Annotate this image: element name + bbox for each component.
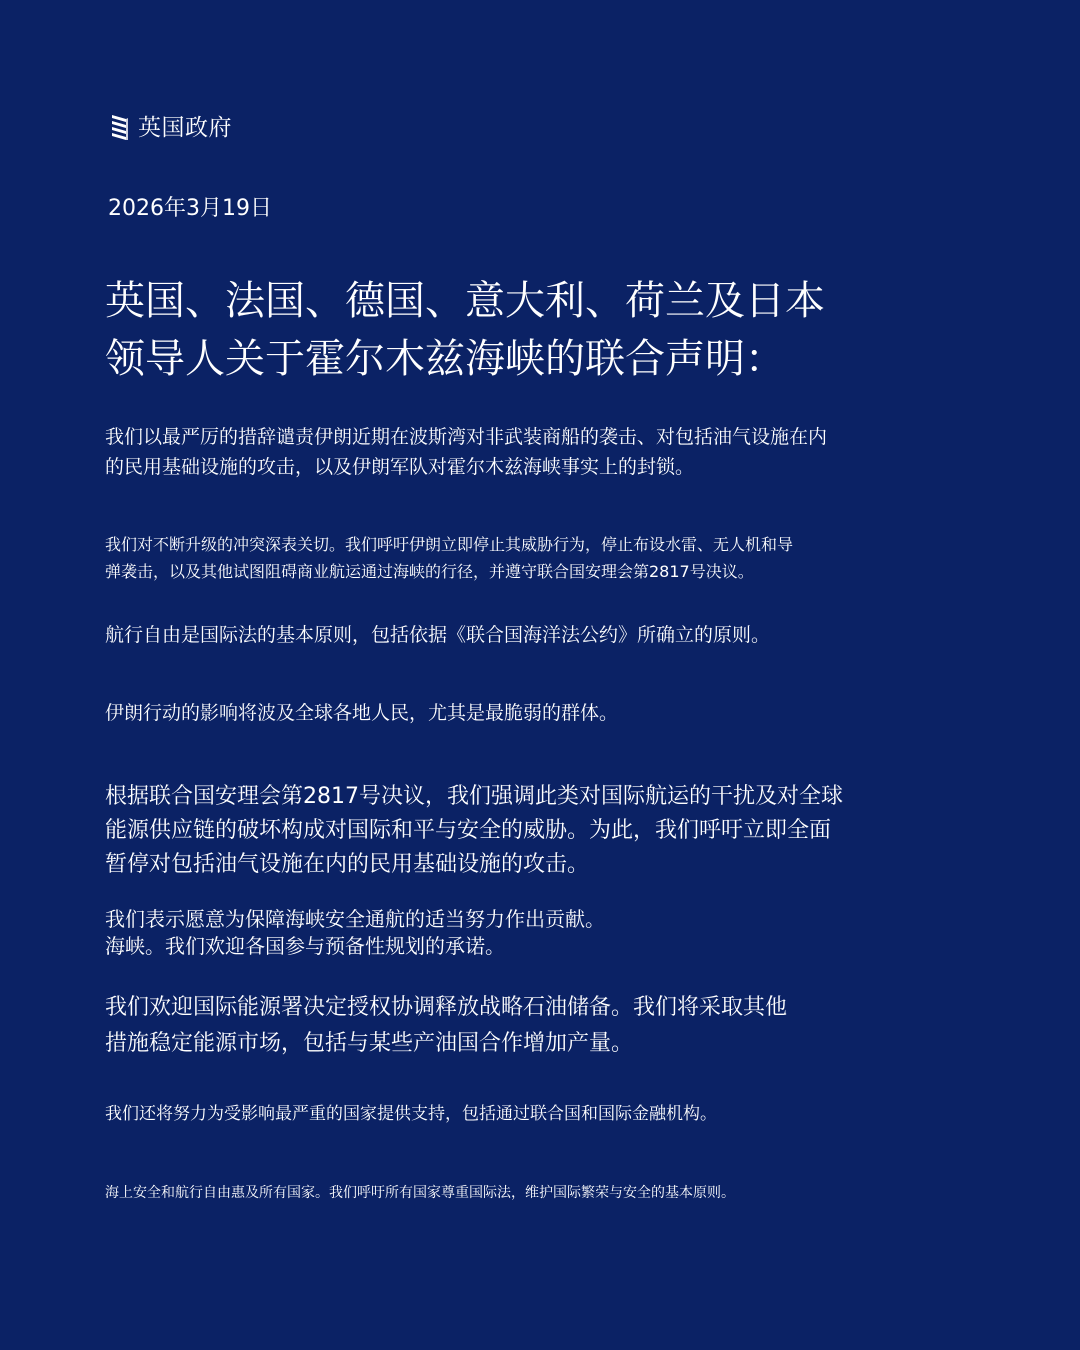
statement-paragraph-2 [105,531,793,585]
paragraph-line: 我们以最严厉的措辞谴责伊朗近期在波斯湾对非武装商船的袭击、对包括油气设施在内 [105,426,828,448]
statement-paragraph-4 [105,698,618,728]
paragraph-line: 措施稳定能源市场，包括与某些产油国合作增加产量。 [105,1031,634,1056]
paragraph-line: 海上安全和航行自由惠及所有国家。我们呼吁所有国家尊重国际法，维护国际繁荣与安全的基本原则。 [105,1185,735,1201]
statement-paragraph-1 [105,422,827,482]
brand-logo [110,112,232,144]
paragraph-line: 航行自由是国际法的基本原则，包括依据《联合国海洋法公约》所确立的原则。 [105,624,771,646]
title-line: 领导人关于霍尔木兹海峡的联合声明： [105,336,785,382]
paragraph-line: 我们对不断升级的冲突深表关切。我们呼吁伊朗立即停止其威胁行为，停止布设水雷、无人机和导 [105,535,794,554]
paragraph-line: 弹袭击，以及其他试图阻碍商业航运通过海峡的行径，并遵守联合国安理会第2817号决议。 [105,562,754,581]
statement-paragraph-6 [105,906,605,960]
statement-paragraph-5 [105,780,843,882]
brand-name: 英国政府 [138,115,232,141]
paragraph-line: 能源供应链的破坏构成对国际和平与安全的威胁。为此，我们呼吁立即全面 [105,818,832,843]
statement-paragraph-9 [105,1181,735,1205]
statement-paragraph-8 [105,1100,717,1128]
paragraph-line: 根据联合国安理会第2817号决议，我们强调此类对国际航运的干扰及对全球 [105,784,843,809]
page-title [105,272,905,388]
paragraph-line: 的民用基础设施的攻击，以及伊朗军队对霍尔木兹海峡事实上的封锁。 [105,456,695,478]
title-line: 英国、法国、德国、意大利、荷兰及日本 [105,278,825,324]
statement-date: 2026年3月19日 [108,196,272,221]
paragraph-line: 伊朗行动的影响将波及全球各地人民，尤其是最脆弱的群体。 [105,702,619,724]
paragraph-line: 暂停对包括油气设施在内的民用基础设施的攻击。 [105,852,590,877]
statement-paragraph-3 [105,620,770,650]
paragraph-line: 海峡。我们欢迎各国参与预备性规划的承诺。 [105,934,505,958]
uk-government-crest-icon [110,113,130,143]
statement-paragraph-7 [105,990,787,1062]
paragraph-line: 我们还将努力为受影响最严重的国家提供支持，包括通过联合国和国际金融机构。 [105,1104,717,1124]
paragraph-line: 我们表示愿意为保障海峡安全通航的适当努力作出贡献。 [105,907,605,931]
paragraph-line: 我们欢迎国际能源署决定授权协调释放战略石油储备。我们将采取其他 [105,995,788,1020]
